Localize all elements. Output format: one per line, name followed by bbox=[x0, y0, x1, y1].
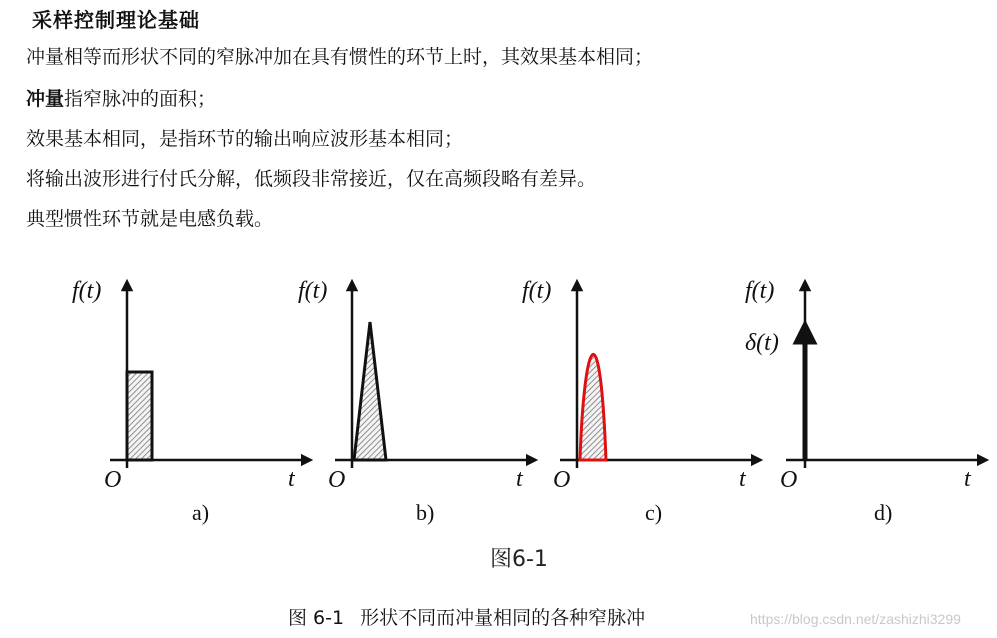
panel-label: a) bbox=[192, 500, 210, 525]
origin-label: O bbox=[328, 467, 346, 493]
panel-b bbox=[298, 278, 527, 525]
panel-label: d) bbox=[874, 500, 893, 525]
origin-label: O bbox=[104, 467, 122, 493]
y-axis-label: f(t) bbox=[298, 278, 328, 304]
caption-text: 形状不同而冲量相同的各种窄脉冲 bbox=[360, 607, 646, 629]
x-axis-label: t bbox=[739, 466, 746, 492]
paragraph-line-1: 冲量相等而形状不同的窄脉冲加在具有惯性的环节上时，其效果基本相同； bbox=[26, 46, 654, 68]
x-axis-label: t bbox=[516, 466, 523, 492]
paragraph-line-4: 将输出波形进行付氏分解，低频段非常接近，仅在高频段略有差异。 bbox=[26, 168, 597, 190]
panel-d bbox=[745, 278, 978, 525]
watermark: https://blog.csdn.net/zashizhi3299 bbox=[750, 611, 961, 627]
y-axis-label: f(t) bbox=[72, 278, 102, 304]
y-axis-label: f(t) bbox=[745, 278, 775, 304]
partial-caption: 图6-1 bbox=[490, 547, 548, 572]
origin-label: O bbox=[780, 467, 798, 493]
y-axis-label: f(t) bbox=[522, 278, 552, 304]
doc-title: 采样控制理论基础 bbox=[32, 8, 200, 32]
figure-caption bbox=[288, 603, 645, 630]
origin-label: O bbox=[553, 467, 571, 493]
caption-number: 图 6-1 bbox=[288, 607, 345, 629]
panel-label: c) bbox=[645, 500, 663, 525]
panel-label: b) bbox=[416, 500, 435, 525]
x-axis-label: t bbox=[288, 466, 295, 492]
line-2-rest: 指窄脉冲的面积； bbox=[64, 88, 217, 110]
bold-term: 冲量 bbox=[26, 88, 65, 110]
sine-half-wave-pulse bbox=[580, 354, 606, 460]
paragraph-line-3: 效果基本相同，是指环节的输出响应波形基本相同； bbox=[26, 128, 464, 150]
panel-a bbox=[72, 278, 302, 525]
panel-c bbox=[522, 278, 752, 525]
delta-label: δ(t) bbox=[745, 330, 779, 356]
rectangular-pulse bbox=[127, 372, 152, 460]
paragraph-line-5: 典型惯性环节就是电感负载。 bbox=[26, 208, 274, 230]
triangular-pulse bbox=[354, 322, 386, 460]
x-axis-label: t bbox=[964, 466, 971, 492]
